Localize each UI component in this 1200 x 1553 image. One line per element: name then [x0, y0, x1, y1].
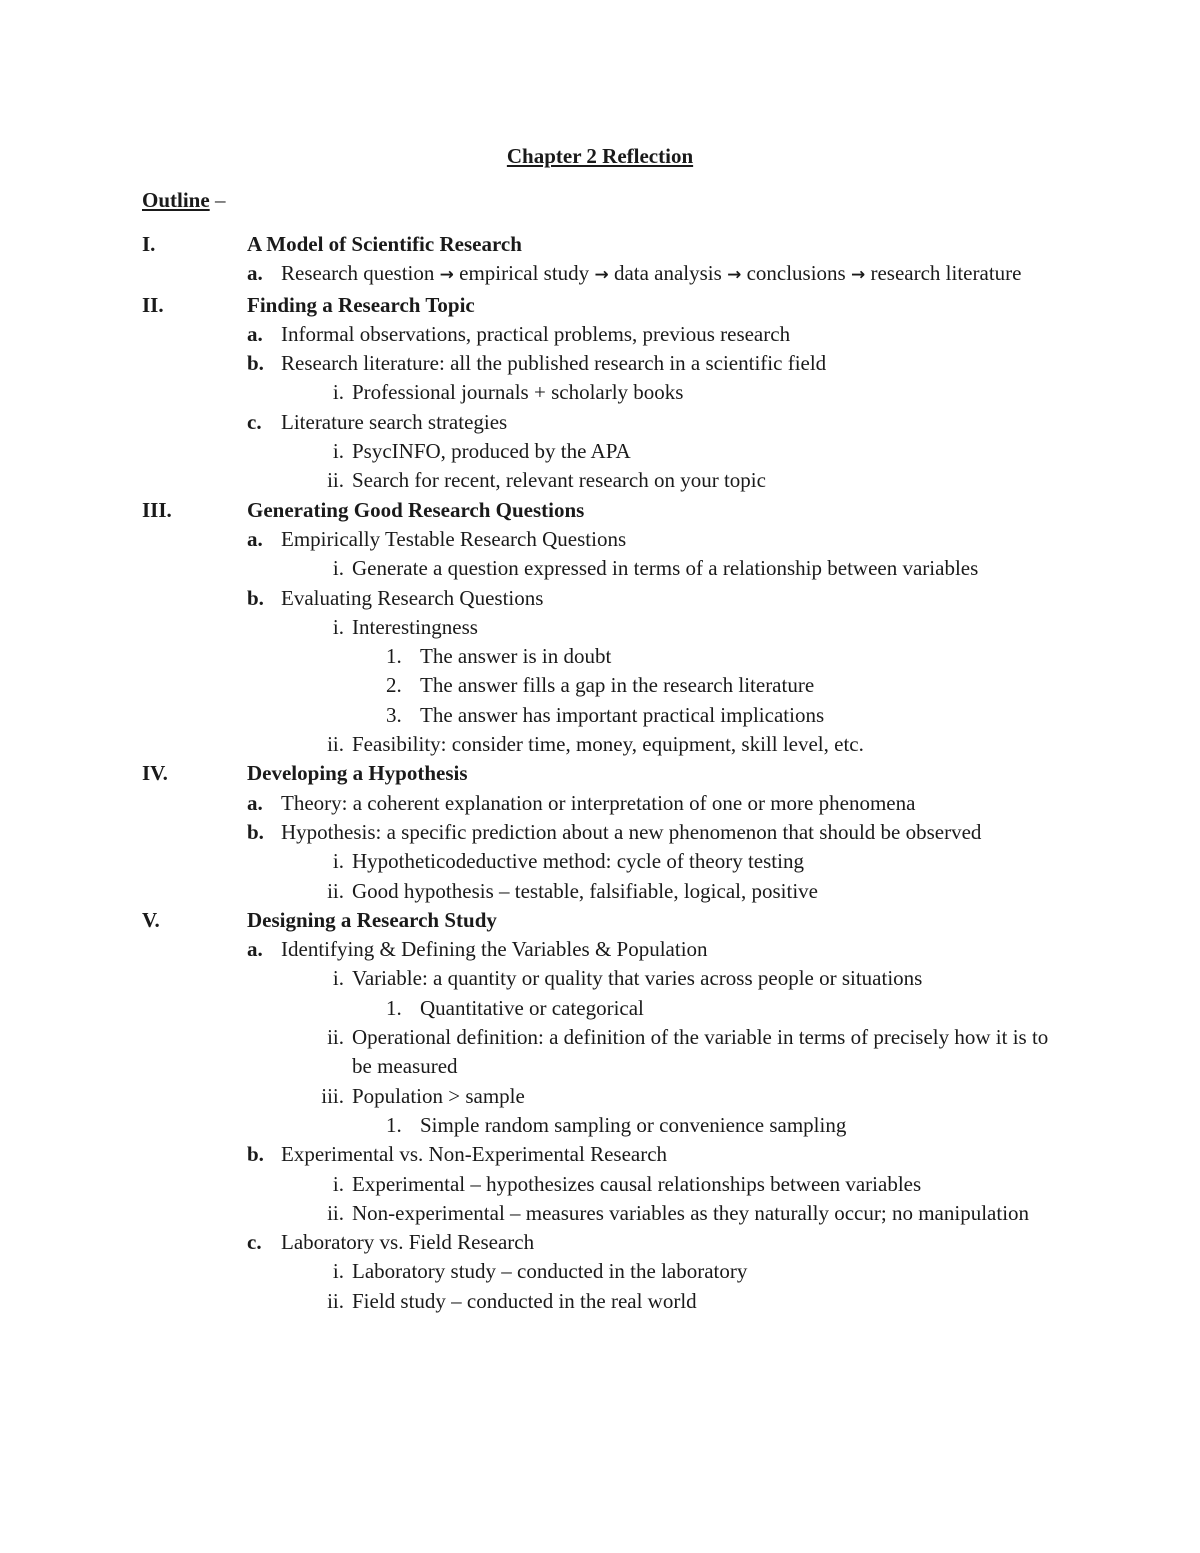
flow-step: empirical study	[459, 261, 590, 286]
section-heading-row	[0, 496, 1200, 525]
sub-item-text: Laboratory study – conducted in the laboratory	[352, 1259, 748, 1284]
sub-item-roman: i.	[332, 1171, 344, 1196]
sub-item-roman: i.	[332, 1259, 344, 1284]
sub-item-roman: i.	[332, 556, 344, 581]
item-text: Literature search strategies	[281, 409, 508, 434]
sub-item-text: Variable: a quantity or quality that varies across people or situations	[352, 966, 923, 991]
sub-item	[0, 378, 1200, 407]
item-letter: b.	[247, 819, 264, 844]
sub-item	[0, 1199, 1200, 1228]
sub-item	[0, 466, 1200, 495]
sub-item-roman: i.	[332, 380, 344, 405]
sub-item	[0, 437, 1200, 466]
item-text: Informal observations, practical problems, previous research	[281, 321, 791, 346]
arrow-right-icon: →	[850, 265, 866, 286]
sub-item	[0, 1023, 1200, 1082]
sub-item-roman: iii.	[321, 1083, 344, 1108]
list-item	[0, 259, 1200, 290]
sub-item	[0, 1082, 1200, 1111]
sub-item	[0, 847, 1200, 876]
point-number: 1.	[386, 995, 402, 1020]
sub-item	[0, 1257, 1200, 1286]
section-numeral: III.	[142, 497, 172, 522]
section-heading: Developing a Hypothesis	[247, 761, 468, 786]
item-text: Theory: a coherent explanation or interpretation of one or more phenomena	[281, 790, 916, 815]
sub-item-roman: i.	[332, 966, 344, 991]
sub-item-text: Interestingness	[352, 614, 478, 639]
list-item	[0, 1228, 1200, 1257]
point-number: 2.	[386, 673, 402, 698]
point-number: 1.	[386, 644, 402, 669]
item-text: Laboratory vs. Field Research	[281, 1230, 535, 1255]
section-heading-row	[0, 759, 1200, 788]
sub-item	[0, 554, 1200, 583]
section-heading: Designing a Research Study	[247, 907, 497, 932]
arrow-right-icon: →	[727, 265, 742, 286]
sub-item-text: PsycINFO, produced by the APA	[352, 439, 631, 464]
point-number: 3.	[386, 702, 402, 727]
item-text: Experimental vs. Non-Experimental Research	[281, 1142, 668, 1167]
item-letter: b.	[247, 585, 264, 610]
document-title: Chapter 2 Reflection	[506, 144, 694, 168]
sub-item-roman: i.	[332, 614, 344, 639]
sub-item-roman: ii.	[327, 732, 344, 757]
list-item	[0, 789, 1200, 818]
point-item	[0, 994, 1200, 1023]
sub-item-roman: i.	[332, 439, 344, 464]
list-item	[0, 935, 1200, 964]
outline-list	[0, 230, 1200, 1316]
sub-item	[0, 730, 1200, 759]
item-text: Research literature: all the published research in a scientific field	[281, 351, 827, 376]
sub-item-text: Hypotheticodeductive method: cycle of theory testing	[352, 849, 804, 874]
point-text: Quantitative or categorical	[420, 995, 644, 1020]
list-item	[0, 320, 1200, 349]
sub-item	[0, 1170, 1200, 1199]
item-letter: a.	[247, 526, 263, 551]
list-item	[0, 525, 1200, 554]
section-numeral: I.	[142, 232, 156, 256]
sub-item-text: Non-experimental – measures variables as they naturally occur; no manipulation	[352, 1200, 1030, 1225]
item-letter: a.	[247, 790, 263, 815]
point-text: The answer is in doubt	[420, 644, 612, 669]
outline-label: Outline	[142, 188, 210, 212]
sub-item-text: Generate a question expressed in terms of a relationship between variables	[352, 556, 979, 581]
item-text: Hypothesis: a specific prediction about a new phenomenon that should be observed	[281, 819, 982, 844]
point-item	[0, 1111, 1200, 1140]
section-heading: Finding a Research Topic	[247, 292, 475, 317]
sub-item-text: Good hypothesis – testable, falsifiable, logical, positive	[352, 878, 818, 903]
section-heading: A Model of Scientific Research	[247, 232, 522, 256]
list-item	[0, 349, 1200, 378]
point-item	[0, 701, 1200, 730]
sub-item-text: Search for recent, relevant research on your topic	[352, 468, 766, 493]
sub-item-roman: ii.	[327, 1200, 344, 1225]
sub-item-text: Field study – conducted in the real world	[352, 1288, 697, 1313]
section-numeral: IV.	[142, 761, 168, 786]
point-text: The answer has important practical implications	[420, 702, 825, 727]
section-numeral: II.	[142, 292, 164, 317]
item-letter: b.	[247, 351, 264, 376]
sub-item-text: Professional journals + scholarly books	[352, 380, 684, 405]
list-item	[0, 584, 1200, 613]
list-item	[0, 408, 1200, 437]
list-item	[0, 818, 1200, 847]
outline-heading	[142, 186, 225, 214]
item-text: Empirically Testable Research Questions	[281, 526, 627, 551]
section-heading-row	[0, 906, 1200, 935]
section-heading-row	[0, 230, 1200, 259]
flow-step: conclusions	[746, 261, 846, 286]
flow-step: Research question	[281, 261, 435, 286]
point-number: 1.	[386, 1112, 402, 1137]
section-heading: Generating Good Research Questions	[247, 497, 585, 522]
sub-item-roman: ii.	[327, 1288, 344, 1313]
sub-item-roman: ii.	[327, 468, 344, 493]
item-letter: b.	[247, 1142, 264, 1167]
sub-item	[0, 964, 1200, 993]
sub-item-text: Population > sample	[352, 1083, 525, 1108]
item-letter: c.	[247, 409, 262, 434]
point-text: Simple random sampling or convenience sampling	[420, 1112, 847, 1137]
item-letter: a.	[247, 321, 263, 346]
flow-step: research literature	[870, 261, 1022, 286]
sub-item-roman: ii.	[327, 878, 344, 903]
sub-item	[0, 877, 1200, 906]
point-item	[0, 642, 1200, 671]
point-item	[0, 671, 1200, 700]
outline-suffix: –	[209, 188, 226, 212]
flow-step: data analysis	[613, 261, 722, 286]
sub-item-text: Experimental – hypothesizes causal relationships between variables	[352, 1171, 922, 1196]
sub-item	[0, 1287, 1200, 1316]
sub-item	[0, 613, 1200, 642]
section-heading-row	[0, 291, 1200, 320]
sub-item-text: Feasibility: consider time, money, equipment, skill level, etc.	[352, 732, 864, 757]
arrow-right-icon: →	[439, 265, 454, 286]
list-item	[0, 1140, 1200, 1169]
arrow-right-icon: →	[594, 265, 609, 286]
sub-item-roman: i.	[332, 849, 344, 874]
item-letter: a.	[247, 937, 263, 962]
item-letter: c.	[247, 1230, 262, 1255]
sub-item-text: Operational definition: a definition of the variable in terms of precisely how it is to be measured	[352, 1025, 1049, 1079]
sub-item-roman: ii.	[327, 1025, 344, 1050]
item-text	[281, 259, 1071, 290]
item-text: Evaluating Research Questions	[281, 585, 544, 610]
point-text: The answer fills a gap in the research literature	[420, 673, 815, 698]
section-numeral: V.	[142, 907, 160, 932]
item-text: Identifying & Defining the Variables & Population	[281, 937, 708, 962]
item-letter: a.	[247, 261, 263, 286]
